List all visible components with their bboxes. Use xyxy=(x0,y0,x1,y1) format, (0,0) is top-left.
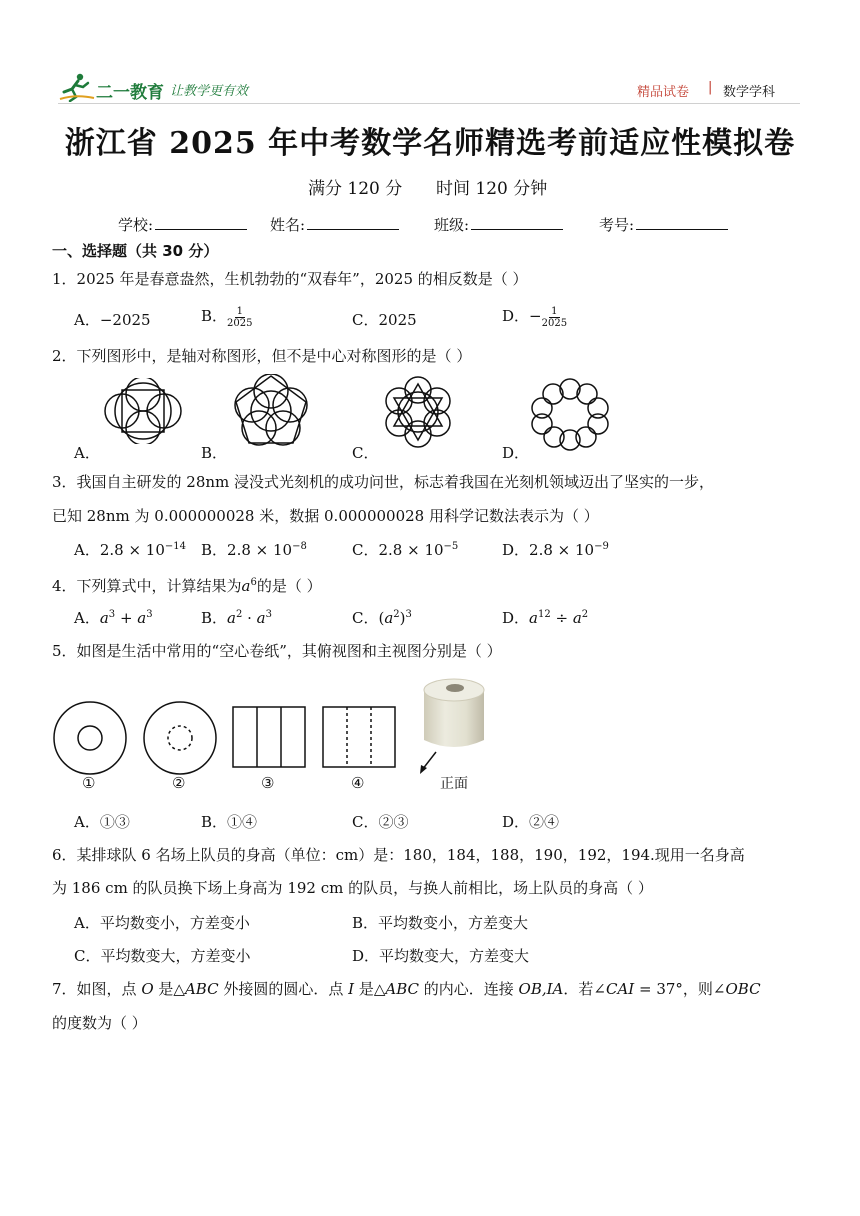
q3-d-label: D． xyxy=(502,541,530,559)
q4-a-exp1: 3 xyxy=(108,609,116,620)
q7-p5: 的内心．连接 xyxy=(418,980,519,998)
field-school[interactable] xyxy=(118,213,247,235)
q3-b-label: B． xyxy=(201,541,228,559)
q1-option-b[interactable] xyxy=(201,305,252,329)
q5-fig1-label: ① xyxy=(82,774,96,792)
q4-c-exp1: 2 xyxy=(393,609,400,620)
q4-option-d[interactable] xyxy=(502,607,588,628)
q5-figure-2 xyxy=(142,700,218,776)
q4-b-exp2: 3 xyxy=(265,609,272,620)
header-separator: | xyxy=(708,80,713,95)
q7-p7: = 37°，则∠ xyxy=(634,980,726,998)
runner-icon xyxy=(58,72,96,102)
q3-c-base: 2.8 × 10 xyxy=(378,541,444,559)
q1-stem: 1．2025 年是春意盎然，生机勃勃的“双春年”，2025 的相反数是（ ） xyxy=(52,270,528,288)
q2-option-c[interactable]: C． xyxy=(352,444,379,462)
q1-a-label: A． xyxy=(74,311,100,329)
field-name-label: 姓名: xyxy=(270,216,306,234)
q5-figure-4 xyxy=(322,706,396,768)
header-tag: 精品试卷 xyxy=(637,85,690,100)
q5-front-label: 正面 xyxy=(440,776,468,792)
q1-option-c[interactable] xyxy=(352,309,417,330)
q4-option-b[interactable] xyxy=(201,607,272,628)
header-subject: 数学学科 xyxy=(723,85,776,100)
q6-option-d[interactable]: D．平均数变大，方差变大 xyxy=(352,947,530,965)
q5-figure-3 xyxy=(232,706,306,768)
q1-c-label: C． xyxy=(352,311,379,329)
q5-figure-1 xyxy=(52,700,128,776)
q4-d-exp1: 12 xyxy=(537,609,551,620)
q5-option-d[interactable]: D．②④ xyxy=(502,813,560,831)
q3-a-label: A． xyxy=(74,541,100,559)
q4-option-a[interactable] xyxy=(74,607,153,628)
q5-fig2-label: ② xyxy=(172,774,186,792)
q2-figure-b xyxy=(228,374,314,448)
q7-triangle-2: ABC xyxy=(385,980,419,998)
q6-stem-line2: 为 186 cm 的队员换下场上身高为 192 cm 的队员，与换人前相比，场上队员的身高（ ） xyxy=(52,879,653,897)
q1-c-value: 2025 xyxy=(378,311,417,329)
field-school-label: 学校: xyxy=(118,216,154,234)
q1-option-a[interactable] xyxy=(74,309,151,330)
field-class[interactable] xyxy=(434,213,563,235)
slogan: 让教学更有效 xyxy=(170,84,249,99)
q5-option-b[interactable]: B．①④ xyxy=(201,813,258,831)
q4-d-exp2: 2 xyxy=(581,609,589,620)
q4-d-var1: a xyxy=(529,609,538,627)
subtitle-time: 时间 120 分钟 xyxy=(436,179,548,199)
q4-d-op: ÷ xyxy=(550,609,573,627)
q6-option-a[interactable]: A．平均数变小，方差变小 xyxy=(74,914,250,932)
q4-a-exp2: 3 xyxy=(146,609,153,620)
q2-figure-c xyxy=(376,374,460,450)
field-exam-no-label: 考号: xyxy=(599,216,635,234)
q4-b-var1: a xyxy=(227,609,236,627)
q7-stem-line2: 的度数为（ ） xyxy=(52,1014,147,1032)
q2-stem: 2．下列图形中，是轴对称图形，但不是中心对称图形的是（ ） xyxy=(52,347,472,365)
q7-segments: OB,IA xyxy=(518,980,564,998)
q5-stem: 5．如图是生活中常用的“空心卷纸”，其俯视图和主视图分别是（ ） xyxy=(52,642,502,660)
q4-b-op: · xyxy=(242,609,257,627)
q4-stem-exp: 6 xyxy=(250,577,257,588)
q2-option-d[interactable]: D． xyxy=(502,444,530,462)
q1-a-value: −2025 xyxy=(99,311,151,329)
q6-option-c[interactable]: C．平均数变大，方差变小 xyxy=(74,947,251,965)
q4-b-var2: a xyxy=(256,609,266,627)
q4-stem-var: a xyxy=(241,577,251,595)
q1-b-num: 1 xyxy=(236,305,243,317)
q1-b-fraction xyxy=(227,306,252,329)
q5-fig3-label: ③ xyxy=(261,774,275,792)
q7-p3: 外接圆的圆心．点 xyxy=(218,980,349,998)
field-exam-no-blank[interactable] xyxy=(636,213,728,230)
q3-b-base: 2.8 × 10 xyxy=(227,541,293,559)
q7-p6: ．若∠ xyxy=(563,980,606,998)
q7-p4: 是△ xyxy=(354,980,386,998)
q5-option-c[interactable]: C．②③ xyxy=(352,813,409,831)
q1-b-den: 2025 xyxy=(227,317,253,329)
q1-d-num: 1 xyxy=(551,305,558,317)
field-name-blank[interactable] xyxy=(307,213,399,230)
q5-option-a[interactable]: A．①③ xyxy=(74,813,130,831)
q7-angle-cai: CAI xyxy=(605,980,635,998)
page-title: 浙江省 2025 年中考数学名师精选考前适应性模拟卷 xyxy=(64,126,796,161)
q7-angle-obc: OBC xyxy=(725,980,761,998)
q1-d-fraction xyxy=(542,306,567,329)
q3-option-c[interactable] xyxy=(352,539,458,560)
field-exam-no[interactable] xyxy=(599,213,728,235)
q3-d-base: 2.8 × 10 xyxy=(529,541,595,559)
section-heading: 一、选择题（共 30 分） xyxy=(52,242,219,260)
q3-b-exp: −8 xyxy=(292,541,307,552)
q2-figure-d xyxy=(526,374,614,452)
q4-b-label: B． xyxy=(201,609,228,627)
q4-a-op: + xyxy=(115,609,138,627)
q4-option-c[interactable] xyxy=(352,607,412,628)
q7-triangle-1: ABC xyxy=(184,980,219,998)
q4-a-var1: a xyxy=(99,609,109,627)
q3-a-exp: −14 xyxy=(164,541,186,552)
q6-option-b[interactable]: B．平均数变小，方差变大 xyxy=(352,914,529,932)
q1-d-label: D． xyxy=(502,307,530,325)
q4-c-exp2: 3 xyxy=(405,609,412,620)
q5-fig4-label: ④ xyxy=(351,774,365,792)
logo xyxy=(58,72,96,102)
field-class-blank[interactable] xyxy=(471,213,563,230)
q4-stem-pre: 4．下列算式中，计算结果为 xyxy=(52,577,242,595)
q3-c-exp: −5 xyxy=(443,541,459,552)
field-class-label: 班级: xyxy=(434,216,470,234)
q1-d-den: 2025 xyxy=(541,317,568,329)
q2-option-a[interactable]: A． xyxy=(74,444,100,462)
header-divider xyxy=(58,103,800,104)
q4-stem-post: 的是（ ） xyxy=(256,577,322,595)
q6-stem-line1: 6．某排球队 6 名场上队员的身高（单位：cm）是：180，184，188，190，192，194.现用一名身高 xyxy=(52,846,745,864)
q2-figure-a xyxy=(100,378,186,444)
logo-text: 二一教育 xyxy=(96,83,164,102)
q4-c-label: C． xyxy=(352,609,379,627)
q3-d-exp: −9 xyxy=(594,541,609,552)
q4-c-var: a xyxy=(384,609,394,627)
field-name[interactable] xyxy=(270,213,399,235)
q1-d-sign: − xyxy=(529,307,542,325)
q7-stem-line1 xyxy=(52,979,761,999)
q7-p2: 是△ xyxy=(153,980,185,998)
q4-d-var2: a xyxy=(572,609,582,627)
q4-a-var2: a xyxy=(137,609,147,627)
subtitle-score: 满分 120 分 xyxy=(308,179,403,199)
q1-option-d[interactable] xyxy=(502,305,567,329)
q4-c-open: ( xyxy=(378,609,385,627)
q1-b-label: B． xyxy=(201,307,228,325)
q4-c-close: ) xyxy=(399,609,406,627)
q4-d-label: D． xyxy=(502,609,530,627)
q3-stem-line1: 3．我国自主研发的 28nm 浸没式光刻机的成功问世，标志着我国在光刻机领域迈出了坚实的一步， xyxy=(52,473,715,491)
field-school-blank[interactable] xyxy=(155,213,247,230)
q7-point-o: O xyxy=(141,980,154,998)
q4-stem xyxy=(52,573,322,596)
q3-a-base: 2.8 × 10 xyxy=(99,541,165,559)
q3-c-label: C． xyxy=(352,541,379,559)
q3-stem-line2: 已知 28nm 为 0.000000028 米，数据 0.000000028 用科学记数法表示为（ ） xyxy=(52,507,599,525)
q7-p1: 7．如图，点 xyxy=(52,980,142,998)
q3-option-a[interactable] xyxy=(74,539,186,560)
q7-point-i: I xyxy=(348,980,355,998)
q4-b-exp1: 2 xyxy=(235,609,243,620)
q2-option-b[interactable]: B． xyxy=(201,444,228,462)
q4-a-label: A． xyxy=(74,609,100,627)
q3-option-d[interactable] xyxy=(502,539,609,560)
q3-option-b[interactable] xyxy=(201,539,307,560)
